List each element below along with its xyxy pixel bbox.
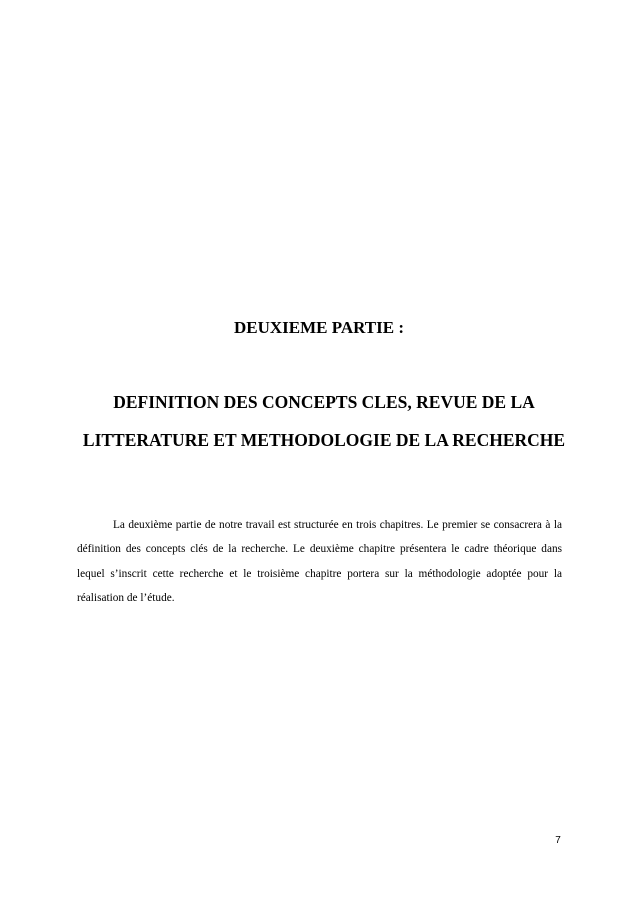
page-number: 7 xyxy=(555,835,561,846)
intro-paragraph: La deuxième partie de notre travail est structurée en trois chapitres. Le premier se consacrera à la définition des concepts clés de la recherche. Le deuxième chapitre présentera le cadre théorique dans lequel s’inscrit cette recherche et le troisième chapitre portera sur la méthodologie adoptée pour la réalisation de l’étude. xyxy=(77,519,562,604)
part-title: DEUXIEME PARTIE : xyxy=(233,318,405,337)
subtitle-line-1: DEFINITION DES CONCEPTS CLES, REVUE DE LA xyxy=(113,392,535,412)
subtitle-line-2: LITTERATURE ET METHODOLOGIE DE LA RECHERCHE xyxy=(82,430,566,450)
